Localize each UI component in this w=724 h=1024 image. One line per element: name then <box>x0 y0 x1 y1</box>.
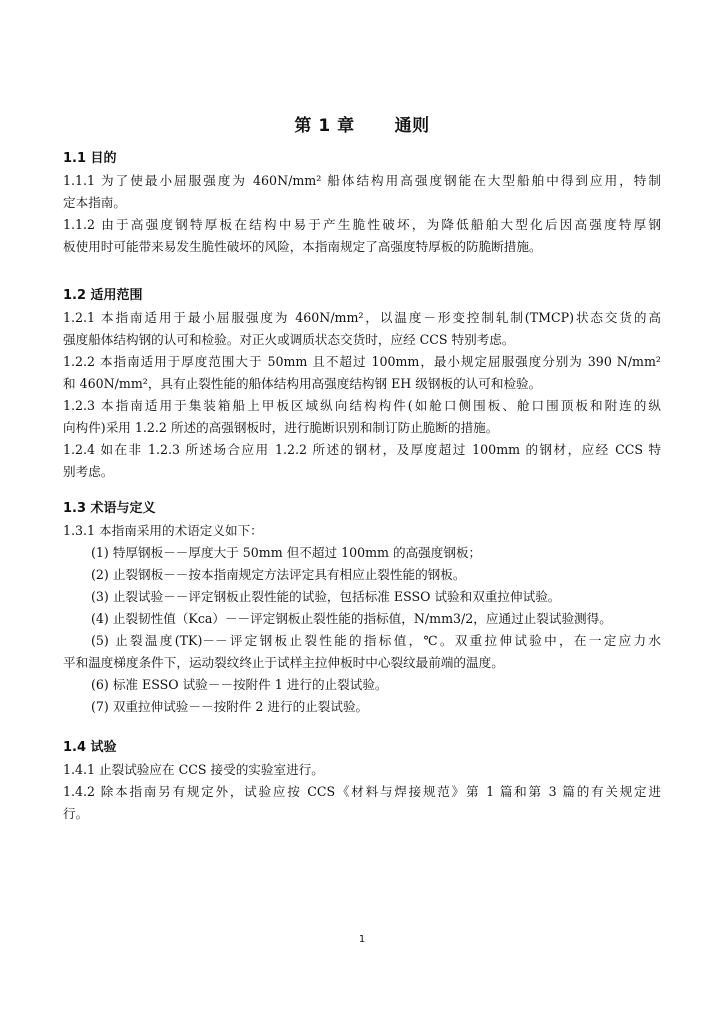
paragraph-line: 别考虑。 <box>63 464 114 479</box>
paragraph-line: 1.3.1 本指南采用的术语定义如下： <box>63 523 263 538</box>
definition-item: (1) 特厚钢板－－厚度大于 50mm 但不超过 100mm 的高强度钢板； <box>91 545 482 560</box>
paragraph-line: 1.2.2 本指南适用于厚度范围大于 50mm 且不超过 100mm，最小规定屈服强度分别为 390 N/mm² <box>63 354 661 369</box>
section-1-4 <box>63 737 661 825</box>
chapter-title <box>0 111 724 136</box>
paragraph-line: 1.2.3 本指南适用于集装箱船上甲板区域纵向结构构件(如舱口侧围板、舱口围顶板和附连的纵 <box>63 398 661 413</box>
section-heading: 1.4 试验 <box>63 740 117 755</box>
definition-item: (5) 止裂温度(TK)－－评定钢板止裂性能的指标值，℃。双重拉伸试验中，在一定应力水 <box>91 633 661 648</box>
chapter-number: 第 1 章 <box>294 116 355 136</box>
definition-item: (3) 止裂试验－－评定钢板止裂性能的试验，包括标准 ESSO 试验和双重拉伸试验。 <box>91 589 561 604</box>
section-1-3 <box>63 498 661 718</box>
section-heading: 1.3 术语与定义 <box>63 501 156 516</box>
section-heading: 1.1 目的 <box>63 151 117 166</box>
definition-item: (2) 止裂钢板－－按本指南规定方法评定具有相应止裂性能的钢板。 <box>91 567 466 582</box>
page-number: 1 <box>358 934 366 945</box>
section-heading: 1.2 适用范围 <box>63 288 143 303</box>
definition-item: (6) 标准 ESSO 试验－－按附件 1 进行的止裂试验。 <box>91 677 388 692</box>
section-1-1 <box>63 148 661 258</box>
paragraph-line: 板使用时可能带来易发生脆性破坏的风险，本指南规定了高强度特厚板的防脆断措施。 <box>63 239 542 254</box>
definition-item: (7) 双重拉伸试验－－按附件 2 进行的止裂试验。 <box>91 699 369 714</box>
paragraph-line: 1.2.4 如在非 1.2.3 所述场合应用 1.2.2 所述的钢材，及厚度超过 100mm 的钢材，应经 CCS 特 <box>63 442 661 457</box>
paragraph-line: 1.1.2 由于高强度钢特厚板在结构中易于产生脆性破坏，为降低船舶大型化后因高强度特厚钢 <box>63 217 661 232</box>
paragraph-line: 1.1.1 为了使最小屈服强度为 460N/mm² 船体结构用高强度钢能在大型船舶中得到应用，特制 <box>63 173 661 188</box>
definition-item: (4) 止裂韧性值（Kca）－－评定钢板止裂性能的指标值，N/mm3/2，应通过止裂试验测得。 <box>91 611 612 626</box>
definition-item-continuation: 平和温度梯度条件下，运动裂纹终止于试样主拉伸板时中心裂纹最前端的温度。 <box>63 655 504 670</box>
paragraph-line: 1.4.1 止裂试验应在 CCS 接受的实验室进行。 <box>63 762 324 777</box>
chapter-name: 通则 <box>394 116 430 136</box>
paragraph-line: 和 460N/mm²，具有止裂性能的船体结构用高强度结构钢 EH 级钢板的认可和检验。 <box>63 376 542 391</box>
paragraph-line: 定本指南。 <box>63 195 126 210</box>
paragraph-line: 1.2.1 本指南适用于最小屈服强度为 460N/mm²，以温度－形变控制轧制(TMCP)状态交货的高 <box>63 310 661 325</box>
paragraph-line: 向构件)采用 1.2.2 所述的高强钢板时，进行脆断识别和制订防止脆断的措施。 <box>63 420 499 435</box>
paragraph-line: 1.4.2 除本指南另有规定外，试验应按 CCS《材料与焊接规范》第 1 篇和第 3 篇的有关规定进 <box>63 784 661 799</box>
paragraph-line: 强度船体结构钢的认可和检验。对正火或调质状态交货时，应经 CCS 特别考虑。 <box>63 332 515 347</box>
section-1-2 <box>63 285 661 483</box>
paragraph-line: 行。 <box>63 806 89 821</box>
